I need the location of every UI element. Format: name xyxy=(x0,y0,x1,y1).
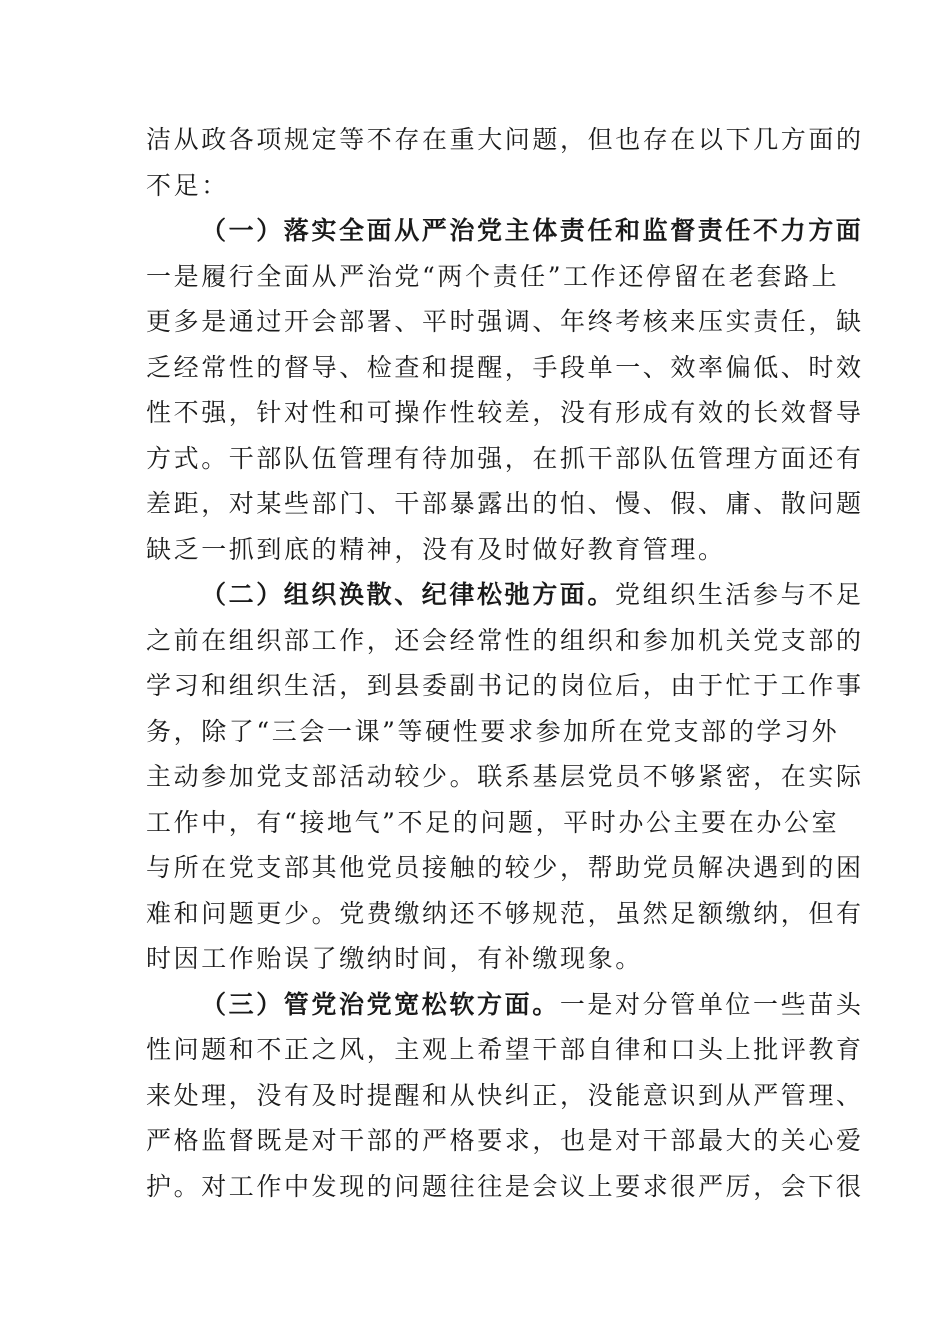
paragraph-line: 差距，对某些部门、干部暴露出的怕、慢、假、庸、散问题 xyxy=(146,489,864,518)
paragraph-line: 与所在党支部其他党员接触的较少，帮助党员解决遇到的困 xyxy=(146,853,864,882)
paragraph-line: 洁从政各项规定等不存在重大问题，但也存在以下几方面的 xyxy=(146,125,864,154)
paragraph-line: 学习和组织生活，到县委副书记的岗位后，由于忙于工作事 xyxy=(146,671,864,700)
paragraph-line: 性不强，针对性和可操作性较差，没有形成有效的长效督导 xyxy=(146,398,864,427)
document-body xyxy=(146,117,864,1209)
paragraph-line: 严格监督既是对干部的严格要求，也是对干部最大的关心爱 xyxy=(146,1126,864,1155)
paragraph-line: 性问题和不正之风，主观上希望干部自律和口头上批评教育 xyxy=(146,1035,864,1064)
paragraph-line: 主动参加党支部活动较少。联系基层党员不够紧密，在实际 xyxy=(146,762,864,791)
paragraph-line: 来处理，没有及时提醒和从快纠正，没能意识到从严管理、 xyxy=(146,1080,864,1110)
paragraph-line: 难和问题更少。党费缴纳还不够规范，虽然足额缴纳，但有 xyxy=(146,898,864,928)
paragraph-line: 护。对工作中发现的问题往往是会议上要求很严厉，会下很 xyxy=(146,1171,864,1201)
paragraph-line: 方式。干部队伍管理有待加强，在抓干部队伍管理方面还有 xyxy=(146,443,864,473)
paragraph-line: 更多是通过开会部署、平时强调、年终考核来压实责任，缺 xyxy=(146,307,864,336)
section-heading-3-rest: 一是对分管单位一些苗头 xyxy=(559,989,864,1019)
section-heading-2: （二）组织涣散、纪律松弛方面。 xyxy=(201,580,616,609)
section-heading-2-line xyxy=(146,572,864,618)
section-heading-3: （三）管党治党宽松软方面。 xyxy=(201,989,560,1019)
paragraph-line: 时因工作贻误了缴纳时间，有补缴现象。 xyxy=(146,944,643,973)
paragraph-line: 一是履行全面从严治党“两个责任”工作还停留在老套路上 xyxy=(146,261,840,291)
paragraph-line: 乏经常性的督导、检查和提醒，手段单一、效率偏低、时效 xyxy=(146,352,864,382)
section-heading-2-rest: 党组织生活参与不足 xyxy=(615,580,864,609)
paragraph-line: 缺乏一抓到底的精神，没有及时做好教育管理。 xyxy=(146,534,726,564)
paragraph-line: 之前在组织部工作，还会经常性的组织和参加机关党支部的 xyxy=(146,625,864,655)
section-heading-3-line xyxy=(146,982,864,1028)
section-heading-1: （一）落实全面从严治党主体责任和监督责任不力方面 xyxy=(201,216,864,245)
paragraph-line: 工作中，有“接地气”不足的问题，平时办公主要在办公室 xyxy=(146,807,840,837)
paragraph-line: 务，除了“三会一课”等硬性要求参加所在党支部的学习外 xyxy=(146,716,840,746)
paragraph-line: 不足： xyxy=(146,170,229,200)
